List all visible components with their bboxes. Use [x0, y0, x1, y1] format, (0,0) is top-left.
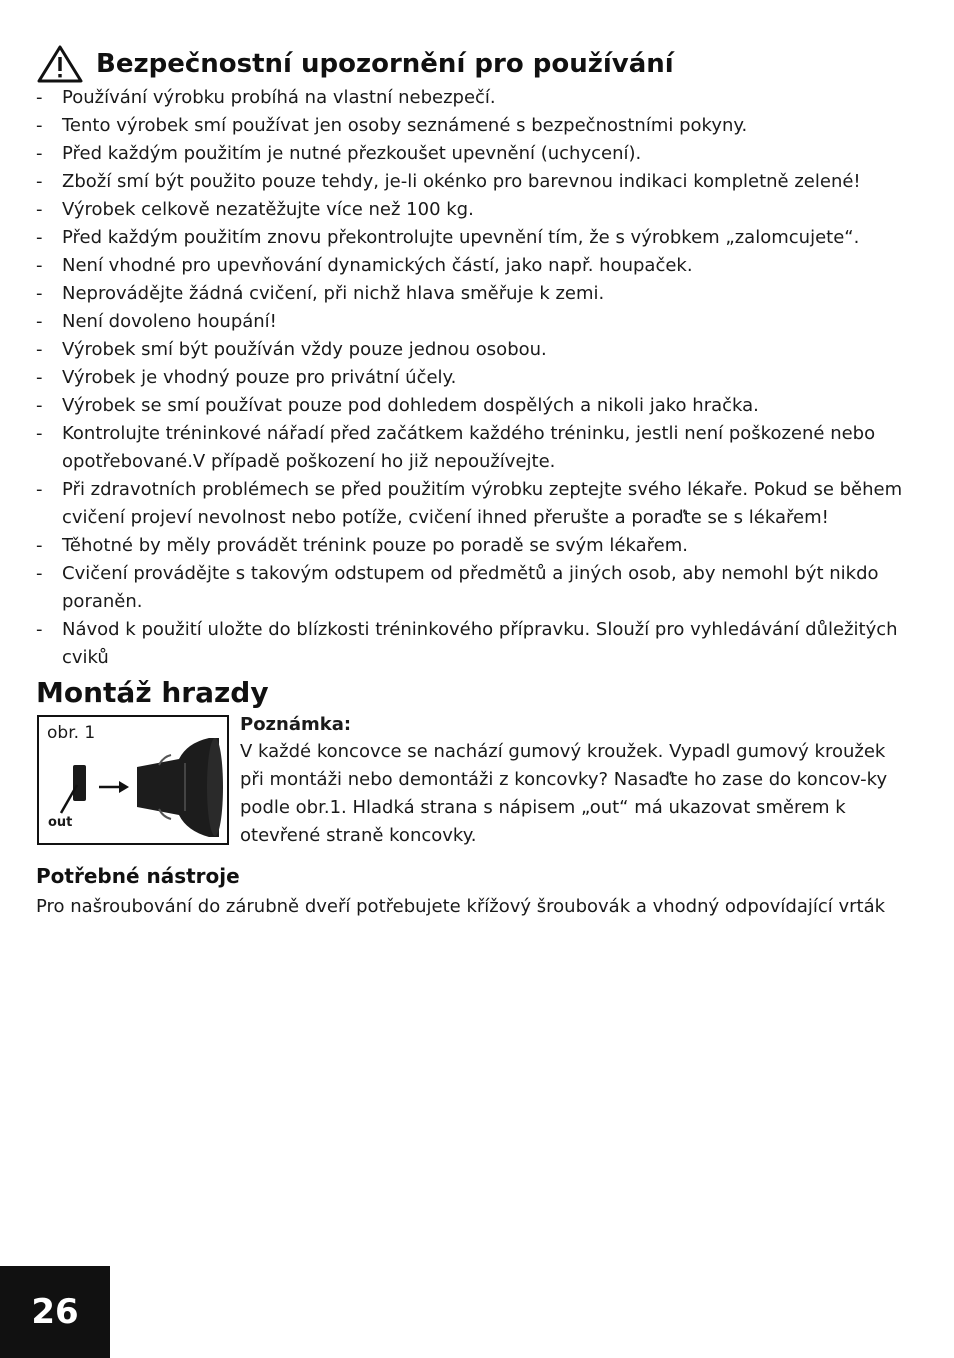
- page-number: 26: [0, 1266, 110, 1358]
- assembly-note: [240, 712, 900, 850]
- assembly-heading: Montáž hrazdy: [36, 676, 269, 709]
- list-item: - Neprovádějte žádná cvičení, při nichž hlava směřuje k zemi.: [36, 280, 916, 308]
- arrow-right-icon: [119, 781, 129, 793]
- list-item: - Používání výrobku probíhá na vlastní nebezpečí.: [36, 84, 916, 112]
- rubber-ring: [73, 765, 86, 801]
- list-item: - Není dovoleno houpání!: [36, 308, 916, 336]
- figure-1: [37, 715, 229, 845]
- end-cap-flange: [207, 738, 223, 836]
- list-item: - Před každým použitím znovu překontrolujte upevnění tím, že s výrobkem „zalomcujete“.: [36, 224, 916, 252]
- list-item: - Při zdravotních problémech se před použitím výrobku zeptejte svého lékaře. Pokud se během cvičení projeví nevolnost nebo potíže, cvičení ihned přerušte a poraďte se s lékařem!: [36, 476, 916, 532]
- list-item: - Cvičení provádějte s takovým odstupem od předmětů a jiných osob, aby nemohl být nikdo poraněn.: [36, 560, 916, 616]
- list-item: - Návod k použití uložte do blízkosti tréninkového přípravku. Slouží pro vyhledávání důležitých cviků: [36, 616, 916, 672]
- list-item: - Výrobek celkově nezatěžujte více než 100 kg.: [36, 196, 916, 224]
- safety-list: [36, 84, 916, 672]
- warning-triangle-icon: [36, 44, 84, 84]
- note-text: V každé koncovce se nachází gumový kroužek. Vypadl gumový kroužek při montáži nebo demontáži z koncovky? Nasaďte ho zase do koncov-ky podle obr.1. Hladká strana s nápisem „out“ má ukazovat směrem k otevřené straně koncovky.: [240, 741, 888, 846]
- list-item: - Před každým použitím je nutné přezkoušet upevnění (uchycení).: [36, 140, 916, 168]
- figure-label: obr. 1: [47, 723, 96, 743]
- list-item: - Není vhodné pro upevňování dynamických částí, jako např. houpaček.: [36, 252, 916, 280]
- tools-text: Pro našroubování do zárubně dveří potřebujete křížový šroubovák a vhodný odpovídající vrták: [36, 896, 886, 917]
- safety-title: Bezpečnostní upozornění pro používání: [96, 49, 674, 79]
- note-title: Poznámka:: [240, 714, 352, 735]
- safety-heading: [36, 44, 674, 84]
- end-cap-body: [137, 738, 219, 837]
- list-item: - Zboží smí být použito pouze tehdy, je-li okénko pro barevnou indikaci kompletně zelené!: [36, 168, 916, 196]
- list-item: - Kontrolujte tréninkové nářadí před začátkem každého tréninku, jestli není poškozené nebo opotřebované.V případě poškození ho již nepoužívejte.: [36, 420, 916, 476]
- tools-heading: Potřebné nástroje: [36, 864, 240, 888]
- list-item: - Tento výrobek smí používat jen osoby seznámené s bezpečnostními pokyny.: [36, 112, 916, 140]
- list-item: - Výrobek je vhodný pouze pro privátní účely.: [36, 364, 916, 392]
- list-item: - Těhotné by měly provádět trénink pouze po poradě se svým lékařem.: [36, 532, 916, 560]
- list-item: - Výrobek smí být používán vždy pouze jednou osobou.: [36, 336, 916, 364]
- out-label: out: [48, 815, 73, 830]
- list-item: - Výrobek se smí používat pouze pod dohledem dospělých a nikoli jako hračka.: [36, 392, 916, 420]
